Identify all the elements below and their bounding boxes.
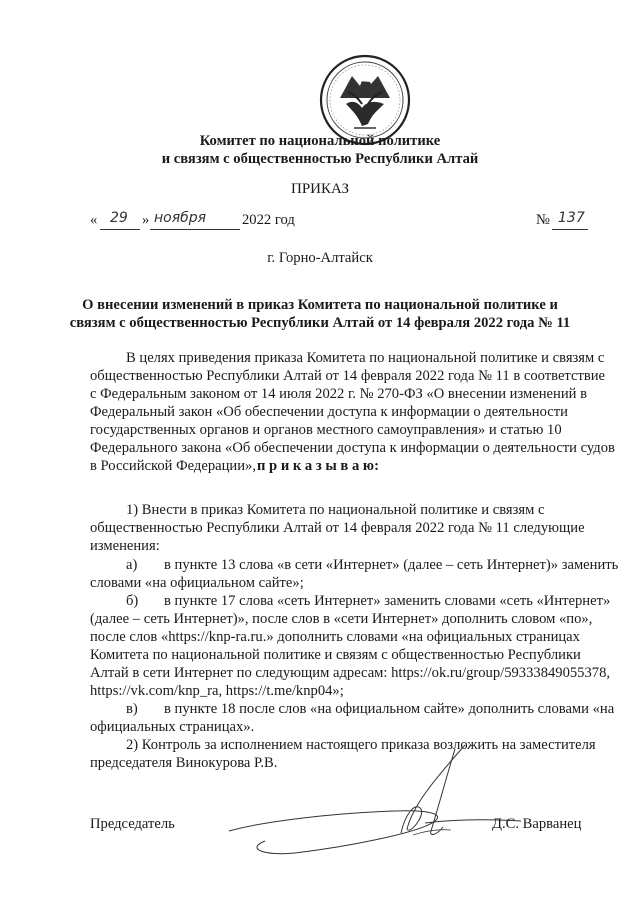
org-name-line1: Комитет по национальной политике — [199, 133, 441, 149]
handwritten-signature — [225, 735, 525, 865]
order-number-underline — [552, 229, 588, 230]
preamble-line: общественностью Республики Алтай от 14 февраля 2022 года № 11 в соответствие — [90, 368, 606, 384]
document-type: ПРИКАЗ — [291, 181, 349, 197]
order-number-value: 137 — [558, 210, 585, 226]
date-day: 29 — [110, 210, 128, 226]
sub-item-b-line: Комитета по национальной политике и связям с общественностью Республики — [90, 647, 581, 663]
preamble-line: Федерального закона «Об обеспечении доступа к информации о деятельности судов — [90, 440, 615, 456]
date-close-quote: » — [142, 212, 150, 228]
sub-item-a-line: в пункте 13 слова «в сети «Интернет» (далее – сеть Интернет)» заменить — [164, 557, 619, 573]
sub-item-v-line: в пункте 18 после слов «на официальном сайте» дополнить словами «на — [164, 701, 615, 717]
date-day-underline — [100, 229, 140, 230]
sub-item-b-line: https://vk.com/knp_ra, https://t.me/knp04»; — [90, 683, 344, 699]
date-year: 2022 год — [242, 212, 295, 228]
preamble-line: В целях приведения приказа Комитета по национальной политике и связям с — [126, 350, 605, 366]
date-row — [90, 212, 590, 236]
item1-line: изменения: — [90, 538, 160, 554]
sub-item-b-marker: б) — [126, 593, 139, 609]
date-month: ноября — [154, 210, 207, 226]
preamble-line: с Федеральным законом от 14 июля 2022 г. № 270-ФЗ «О внесении изменений в — [90, 386, 588, 402]
preamble-line: в Российской Федерации», — [90, 458, 256, 474]
document-body — [90, 350, 619, 771]
title-line1: О внесении изменений в приказ Комитета по национальной политике и — [82, 297, 558, 313]
item1-line: общественностью Республики Алтай от 14 февраля 2022 года № 11 следующие — [90, 520, 585, 536]
order-word: п р и к а з ы в а ю: — [257, 458, 379, 474]
preamble-line: государственных органов и органов местного самоуправления» и статью 10 — [90, 422, 562, 438]
signatory-position: Председатель — [90, 816, 175, 832]
sub-item-b-line: после слов «https://knp-ra.ru.» дополнить словами «на официальных страницах — [90, 629, 580, 645]
sub-item-a-marker: а) — [126, 557, 138, 573]
sub-item-v-line: официальных страницах». — [90, 719, 255, 735]
item2-line: председателя Винокурова Р.В. — [90, 755, 278, 771]
title-line2: связям с общественностью Республики Алтай от 14 февраля 2022 года № 11 — [69, 315, 571, 331]
sub-item-b-line: Алтай в сети Интернет по следующим адресам: https://ok.ru/group/59333849055378, — [90, 665, 611, 681]
order-number-label: № — [536, 212, 550, 228]
org-name-line2: и связям с общественностью Республики Алтай — [161, 151, 479, 167]
sub-item-b-line: (далее – сеть Интернет)», после слов в «сети Интернет» дополнить словом «по», — [90, 611, 593, 627]
preamble-line: Федеральный закон «Об обеспечении доступа к информации о деятельности — [90, 404, 568, 420]
sub-item-b-line: в пункте 17 слова «сеть Интернет» заменить словами «сеть «Интернет» — [164, 593, 611, 609]
signatory-name: Д.С. Варванец — [492, 816, 582, 832]
city: г. Горно-Алтайск — [267, 250, 373, 266]
sub-item-a-line: словами «на официальном сайте»; — [90, 575, 304, 591]
date-open-quote: « — [90, 212, 98, 228]
sub-item-v-marker: в) — [126, 701, 138, 717]
item1-line: 1) Внести в приказ Комитета по национальной политике и связям с — [126, 502, 545, 518]
date-month-underline — [150, 229, 240, 230]
item2-line: 2) Контроль за исполнением настоящего приказа возложить на заместителя — [126, 737, 596, 753]
